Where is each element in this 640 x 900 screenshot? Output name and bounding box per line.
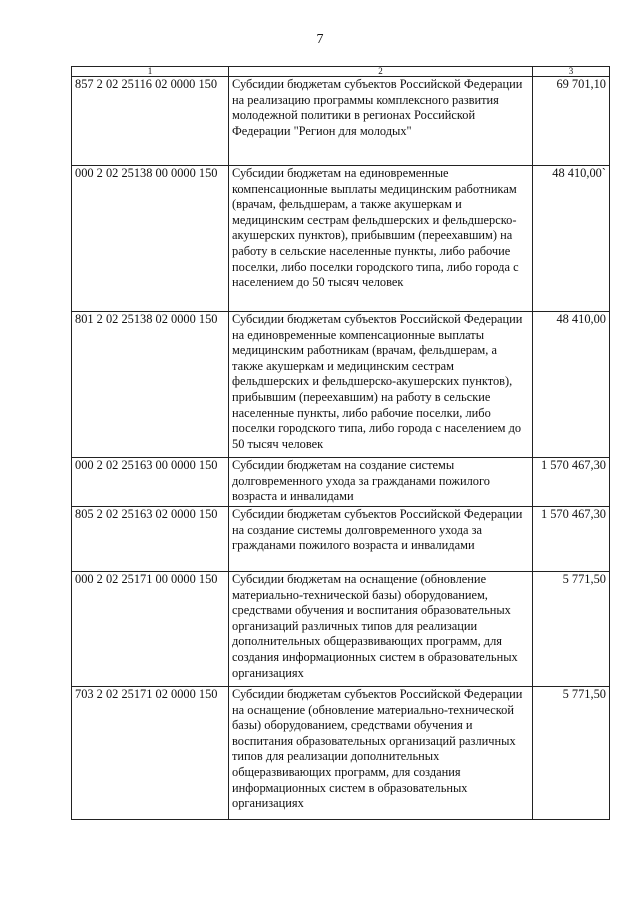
amount-value: 69 701,10 [533,77,610,166]
table-row [72,166,610,312]
revenue-description: Субсидии бюджетам субъектов Российской Федерации на оснащение (обновление материально-технической базы) оборудованием, средствами обучения и воспитания образовательных организаций различных типов для реализации дополнительных общеразвивающих программ, для создания информационных систем в образовательных организациях [229,687,533,820]
table-row [72,312,610,458]
table-row [72,572,610,687]
table-row [72,77,610,166]
revenue-description: Субсидии бюджетам на единовременные компенсационные выплаты медицинским работникам (врачам, фельдшерам, а также акушеркам и медицинским сестрам фельдшерских и фельдшерско-акушерских пунктов), прибывшим (переехавшим) на работу в сельские населенные пункты, либо рабочие поселки, либо поселки городского типа, либо города с населением до 50 тысяч человек [229,166,533,312]
classification-code: 703 2 02 25171 02 0000 150 [72,687,229,820]
amount-value: 1 570 467,30 [533,458,610,507]
page-number: 7 [316,32,324,47]
table-row [72,507,610,572]
amount-value: 48 410,00 [533,312,610,458]
classification-code: 000 2 02 25171 00 0000 150 [72,572,229,687]
column-header-amount: 3 [533,67,610,77]
revenue-description: Субсидии бюджетам на оснащение (обновление материально-технической базы) оборудованием, средствами обучения и воспитания образовательных организаций различных типов для реализации дополнительных общеразвивающих программ, для создания информационных систем в образовательных организациях [229,572,533,687]
column-header-description: 2 [229,67,533,77]
classification-code: 805 2 02 25163 02 0000 150 [72,507,229,572]
budget-table [71,66,610,820]
amount-value: 5 771,50 [533,687,610,820]
table-row [72,687,610,820]
amount-value: 48 410,00` [533,166,610,312]
classification-code: 000 2 02 25163 00 0000 150 [72,458,229,507]
revenue-description: Субсидии бюджетам на создание системы долговременного ухода за гражданами пожилого возраста и инвалидами [229,458,533,507]
classification-code: 801 2 02 25138 02 0000 150 [72,312,229,458]
amount-value: 1 570 467,30 [533,507,610,572]
classification-code: 000 2 02 25138 00 0000 150 [72,166,229,312]
table-row [72,458,610,507]
amount-value: 5 771,50 [533,572,610,687]
revenue-description: Субсидии бюджетам субъектов Российской Федерации на единовременные компенсационные выплаты медицинским работникам (врачам, фельдшерам, а также акушеркам и медицинским сестрам фельдшерских и фельдшерско-акушерских пунктов), прибывшим (переехавшим) на работу в сельские населенные пункты, либо рабочие поселки, либо поселки городского типа, либо города с населением до 50 тысяч человек [229,312,533,458]
classification-code: 857 2 02 25116 02 0000 150 [72,77,229,166]
revenue-description: Субсидии бюджетам субъектов Российской Федерации на создание системы долговременного ухода за гражданами пожилого возраста и инвалидами [229,507,533,572]
revenue-description: Субсидии бюджетам субъектов Российской Федерации на реализацию программы комплексного развития молодежной политики в регионах Российской Федерации "Регион для молодых" [229,77,533,166]
header-row [72,67,610,77]
column-header-code: 1 [72,67,229,77]
